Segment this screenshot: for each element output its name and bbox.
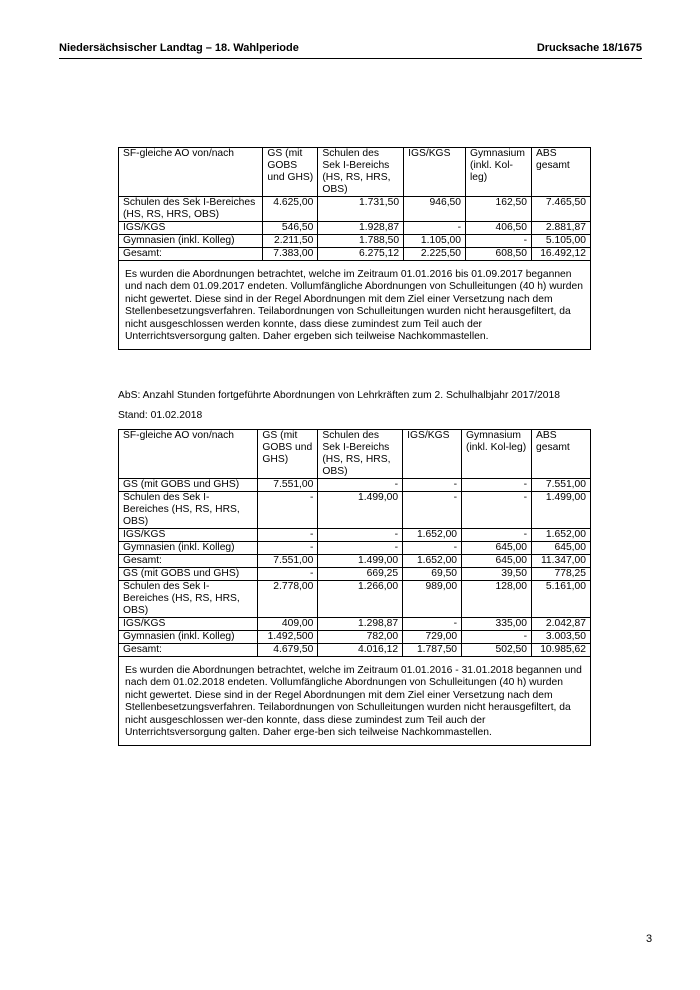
value-cell: - bbox=[403, 542, 462, 555]
value-cell: 1.928,87 bbox=[318, 222, 404, 235]
value-cell: 645,00 bbox=[532, 542, 591, 555]
row-label-cell: GS (mit GOBS und GHS) bbox=[119, 568, 258, 581]
row-label-cell: IGS/KGS bbox=[119, 618, 258, 631]
value-cell: 7.551,00 bbox=[532, 479, 591, 492]
value-cell: - bbox=[258, 542, 318, 555]
value-cell: 1.499,00 bbox=[318, 555, 403, 568]
value-cell: - bbox=[403, 492, 462, 529]
page-number: 3 bbox=[646, 933, 653, 945]
value-cell: 669,25 bbox=[318, 568, 403, 581]
value-cell: - bbox=[318, 529, 403, 542]
value-cell: 2.211,50 bbox=[263, 235, 318, 248]
value-cell: 2.042,87 bbox=[532, 618, 591, 631]
table-row bbox=[119, 197, 591, 222]
value-cell: - bbox=[403, 618, 462, 631]
value-cell: 1.499,00 bbox=[532, 492, 591, 529]
table-header-row bbox=[119, 148, 591, 197]
value-cell: 1.731,50 bbox=[318, 197, 404, 222]
value-cell: - bbox=[466, 235, 532, 248]
table-row bbox=[119, 568, 591, 581]
value-cell: 2.778,00 bbox=[258, 581, 318, 618]
value-cell: 1.298,87 bbox=[318, 618, 403, 631]
header-title: Niedersächsischer Landtag – 18. Wahlperiode bbox=[59, 42, 299, 54]
table-row bbox=[119, 235, 591, 248]
value-cell: 10.985,62 bbox=[532, 644, 591, 657]
row-label-cell: Schulen des Sek I-Bereiches (HS, RS, HRS, OBS) bbox=[119, 197, 263, 222]
value-cell: 2.881,87 bbox=[532, 222, 591, 235]
table-row bbox=[119, 529, 591, 542]
header-cell: ABS gesamt bbox=[532, 148, 591, 197]
note-row bbox=[119, 657, 591, 746]
value-cell: 406,50 bbox=[466, 222, 532, 235]
value-cell: 946,50 bbox=[404, 197, 466, 222]
value-cell: 546,50 bbox=[263, 222, 318, 235]
table-row bbox=[119, 492, 591, 529]
value-cell: 4.679,50 bbox=[258, 644, 318, 657]
value-cell: - bbox=[462, 492, 532, 529]
value-cell: 3.003,50 bbox=[532, 631, 591, 644]
table-row bbox=[119, 631, 591, 644]
value-cell: 7.551,00 bbox=[258, 479, 318, 492]
row-label-cell: Schulen des Sek I-Bereiches (HS, RS, HRS, OBS) bbox=[119, 581, 258, 618]
table-row bbox=[119, 248, 591, 261]
value-cell: 5.161,00 bbox=[532, 581, 591, 618]
header-cell: IGS/KGS bbox=[403, 430, 462, 479]
table-note: Es wurden die Abordnungen betrachtet, welche im Zeitraum 01.01.2016 bis 01.09.2017 begannen und nach dem 01.09.2017 endeten. Vollumfängliche Abordnungen von Schulleitungen (40 h) wurden nicht gewertet. Diese sind in der Regel Abordnungen mit dem Ziel einer Versetzung nach dem Stellenbesetzungsverfahren. Teilabordnungen von Schulleitungen wurden nicht herausgefiltert, da nicht ausgeschlossen werden konnte, dass diese zumindest zum Teil auch der Unterrichtsversorgung galten. Daher ergeben sich teilweise Nachkommastellen. bbox=[119, 261, 591, 350]
value-cell: 645,00 bbox=[462, 542, 532, 555]
value-cell: - bbox=[404, 222, 466, 235]
row-label-cell: Gymnasien (inkl. Kolleg) bbox=[119, 542, 258, 555]
value-cell: 4.016,12 bbox=[318, 644, 403, 657]
header-cell: IGS/KGS bbox=[404, 148, 466, 197]
value-cell: - bbox=[462, 479, 532, 492]
table-abordnungen-2016-2017 bbox=[118, 147, 591, 350]
stand-date: Stand: 01.02.2018 bbox=[118, 410, 203, 421]
table-caption: AbS: Anzahl Stunden fortgeführte Abordnungen von Lehrkräften zum 2. Schulhalbjahr 2017/2018 bbox=[118, 390, 560, 401]
value-cell: 502,50 bbox=[462, 644, 532, 657]
value-cell: 335,00 bbox=[462, 618, 532, 631]
value-cell: 162,50 bbox=[466, 197, 532, 222]
table-row bbox=[119, 222, 591, 235]
value-cell: - bbox=[403, 479, 462, 492]
table-row bbox=[119, 644, 591, 657]
value-cell: - bbox=[258, 492, 318, 529]
row-label-cell: Schulen des Sek I-Bereiches (HS, RS, HRS, OBS) bbox=[119, 492, 258, 529]
value-cell: 1.492,500 bbox=[258, 631, 318, 644]
value-cell: 5.105,00 bbox=[532, 235, 591, 248]
value-cell: 1.499,00 bbox=[318, 492, 403, 529]
value-cell: 782,00 bbox=[318, 631, 403, 644]
value-cell: 1.266,00 bbox=[318, 581, 403, 618]
value-cell: 1.788,50 bbox=[318, 235, 404, 248]
value-cell: 7.465,50 bbox=[532, 197, 591, 222]
value-cell: 1.652,00 bbox=[403, 555, 462, 568]
table-row bbox=[119, 479, 591, 492]
value-cell: 989,00 bbox=[403, 581, 462, 618]
value-cell: 39,50 bbox=[462, 568, 532, 581]
row-label-cell: IGS/KGS bbox=[119, 529, 258, 542]
value-cell: - bbox=[462, 529, 532, 542]
value-cell: 2.225,50 bbox=[404, 248, 466, 261]
value-cell: 4.625,00 bbox=[263, 197, 318, 222]
row-label-cell: Gesamt: bbox=[119, 644, 258, 657]
value-cell: - bbox=[258, 529, 318, 542]
value-cell: 7.551,00 bbox=[258, 555, 318, 568]
value-cell: 6.275,12 bbox=[318, 248, 404, 261]
value-cell: 729,00 bbox=[403, 631, 462, 644]
value-cell: 1.787,50 bbox=[403, 644, 462, 657]
header-cell: Schulen des Sek I-Bereichs (HS, RS, HRS, OBS) bbox=[318, 148, 404, 197]
table-header-row bbox=[119, 430, 591, 479]
value-cell: 409,00 bbox=[258, 618, 318, 631]
header-cell: GS (mit GOBS und GHS) bbox=[263, 148, 318, 197]
header-cell: GS (mit GOBS und GHS) bbox=[258, 430, 318, 479]
value-cell: 645,00 bbox=[462, 555, 532, 568]
header-cell: Gymnasium (inkl. Kol-leg) bbox=[462, 430, 532, 479]
table-abordnungen-2017-2018 bbox=[118, 429, 591, 746]
page-header bbox=[59, 42, 642, 59]
value-cell: 16.492,12 bbox=[532, 248, 591, 261]
table-row bbox=[119, 555, 591, 568]
table-note: Es wurden die Abordnungen betrachtet, welche im Zeitraum 01.01.2016 - 31.01.2018 begannen und nach dem 01.02.2018 endeten. Vollumfängliche Abordnungen von Schulleitungen (40 h) wurden nicht gewertet. Diese sind in der Regel Abordnungen mit dem Ziel einer Versetzung nach dem Stellenbesetzungsverfahren. Teilabordnungen von Schulleitungen wurden nicht herausgefiltert, da nicht ausgeschlossen wer-den konnte, dass diese zumindest zum Teil auch der Unterrichtsversorgung galten. Daher erge-ben sich teilweise Nachkommastellen. bbox=[119, 657, 591, 746]
value-cell: - bbox=[462, 631, 532, 644]
header-cell: SF-gleiche AO von/nach bbox=[119, 430, 258, 479]
value-cell: 11.347,00 bbox=[532, 555, 591, 568]
row-label-cell: Gesamt: bbox=[119, 248, 263, 261]
header-cell: Schulen des Sek I-Bereichs (HS, RS, HRS, OBS) bbox=[318, 430, 403, 479]
value-cell: 1.105,00 bbox=[404, 235, 466, 248]
row-label-cell: Gesamt: bbox=[119, 555, 258, 568]
value-cell: - bbox=[318, 479, 403, 492]
value-cell: 7.383,00 bbox=[263, 248, 318, 261]
value-cell: 69,50 bbox=[403, 568, 462, 581]
header-cell: SF-gleiche AO von/nach bbox=[119, 148, 263, 197]
row-label-cell: IGS/KGS bbox=[119, 222, 263, 235]
value-cell: 778,25 bbox=[532, 568, 591, 581]
value-cell: - bbox=[318, 542, 403, 555]
header-cell: Gymnasium (inkl. Kol-leg) bbox=[466, 148, 532, 197]
value-cell: - bbox=[258, 568, 318, 581]
value-cell: 1.652,00 bbox=[532, 529, 591, 542]
value-cell: 128,00 bbox=[462, 581, 532, 618]
row-label-cell: GS (mit GOBS und GHS) bbox=[119, 479, 258, 492]
note-row bbox=[119, 261, 591, 350]
header-doc-number: Drucksache 18/1675 bbox=[536, 42, 642, 54]
table-row bbox=[119, 581, 591, 618]
row-label-cell: Gymnasien (inkl. Kolleg) bbox=[119, 631, 258, 644]
header-cell: ABS gesamt bbox=[532, 430, 591, 479]
row-label-cell: Gymnasien (inkl. Kolleg) bbox=[119, 235, 263, 248]
value-cell: 1.652,00 bbox=[403, 529, 462, 542]
table-row bbox=[119, 618, 591, 631]
value-cell: 608,50 bbox=[466, 248, 532, 261]
table-row bbox=[119, 542, 591, 555]
